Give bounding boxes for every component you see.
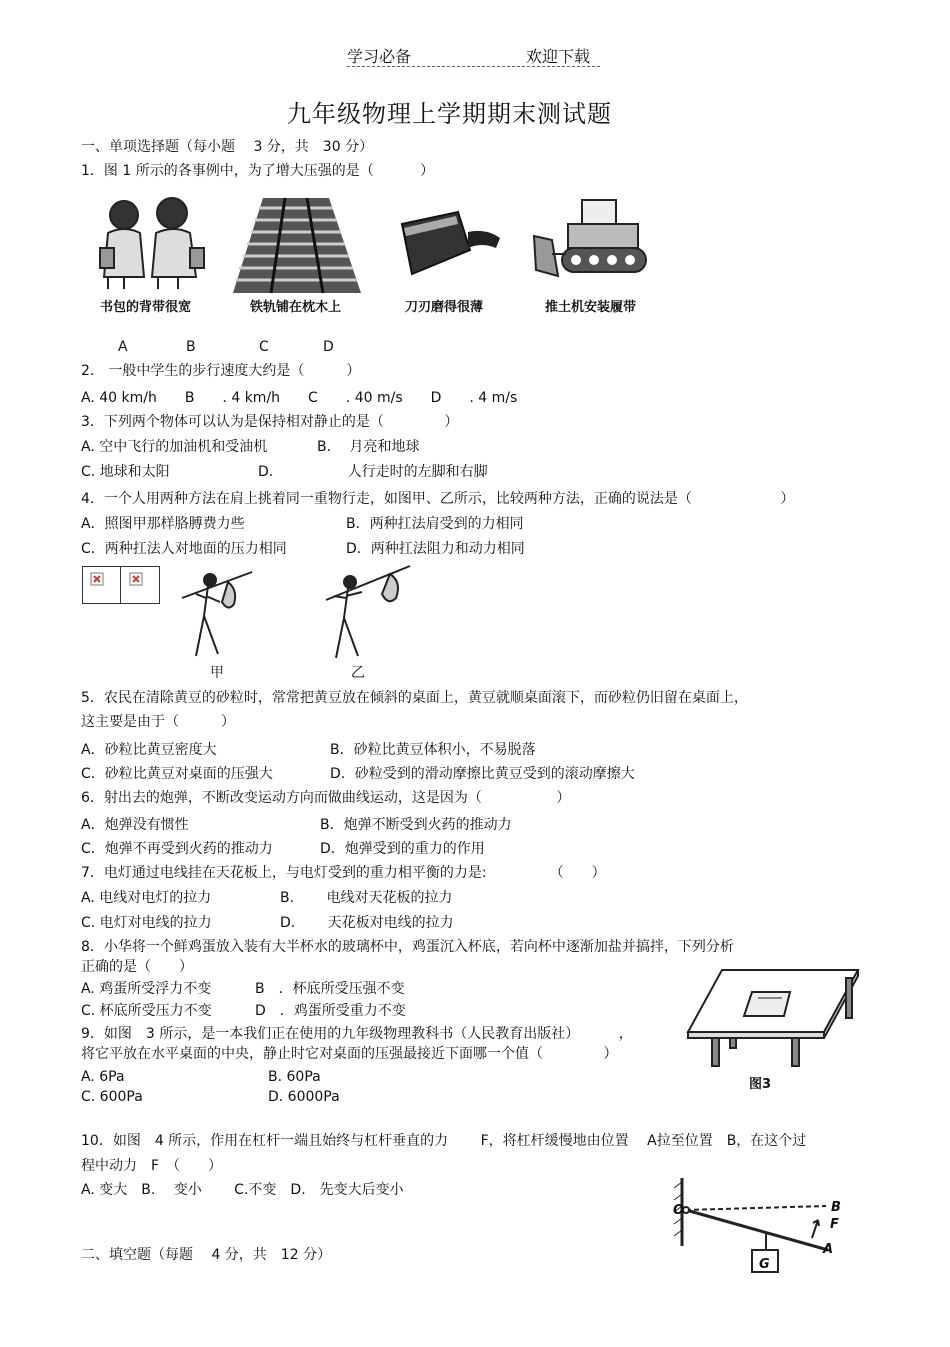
q5-stem-line1: 5．农民在清除黄豆的砂粒时，常常把黄豆放在倾斜的桌面上，黄豆就顺桌面滚下，而砂粒仍旧留在桌面上， (81, 690, 748, 706)
q2-stem: 2． 一般中学生的步行速度大约是（ ） (81, 363, 361, 379)
q6-option-b: B．炮弹不断受到火药的推动力 (320, 817, 512, 833)
q7-option-b: B. 电线对天花板的拉力 (280, 890, 453, 906)
q6-option-a: A．炮弹没有惯性 (81, 817, 189, 833)
q4-option-d: D．两种扛法阻力和动力相同 (346, 541, 525, 557)
q10-stem-line2: 程中动力 F （ ） (81, 1158, 223, 1174)
q1-letter-d: D (323, 339, 334, 355)
q9-option-b: B. 60Pa (268, 1069, 321, 1085)
q7-stem: 7．电灯通过电线挂在天花板上，与电灯受到的重力相平衡的力是: （ ） (81, 865, 606, 881)
q9-stem-line1: 9．如图 3 所示，是一本我们正在使用的九年级物理教科书（人民教育出版社） ， (81, 1026, 633, 1042)
q4-label-yi: 乙 (351, 665, 365, 681)
q4-stem: 4．一个人用两种方法在肩上挑着同一重物行走，如图甲、乙所示，比较两种方法，正确的说法是（ ） (81, 491, 795, 507)
q3-option-c: C. 地球和太阳 (81, 464, 170, 480)
header-right: 欢迎下载 (526, 47, 591, 66)
q10-figure-lever-icon (668, 1176, 846, 1276)
q10-stem-line1: 10．如图 4 所示，作用在杠杆一端且始终与杠杆垂直的力 F，将杠杆缓慢地由位置 A拉至位置 B，在这个过 (81, 1133, 807, 1149)
q9-figure-table-icon (686, 968, 860, 1068)
q1-figure-bulldozer-icon (532, 196, 650, 282)
q6-option-c: C．炮弹不再受到火药的推动力 (81, 841, 273, 857)
q10-label-b: B (831, 1200, 841, 1215)
q1-letter-c: C (259, 339, 269, 355)
q1-caption-a: 书包的背带很宽 (100, 300, 192, 315)
q3-option-b: B. 月亮和地球 (317, 439, 420, 455)
q1-letter-b: B (186, 339, 196, 355)
q7-option-a: A. 电线对电灯的拉力 (81, 890, 212, 906)
q9-option-c: C. 600Pa (81, 1089, 143, 1105)
section-1-heading: 一、单项选择题（每小题 3 分，共 30 分） (81, 139, 374, 155)
q8-option-c: C. 杯底所受压力不变 (81, 1003, 212, 1019)
q5-option-b: B．砂粒比黄豆体积小，不易脱落 (330, 742, 536, 758)
q10-options: A. 变大 B. 变小 C.不变 D. 先变大后变小 (81, 1182, 404, 1198)
q9-stem-line2: 将它平放在水平桌面的中央，静止时它对桌面的压强最接近下面哪一个值（ ） (81, 1046, 618, 1062)
q10-label-g: G (759, 1257, 770, 1272)
q4-figure-jia-icon (180, 568, 260, 662)
q8-option-b: B ．杯底所受压强不变 (255, 981, 405, 997)
q8-stem-line1: 8．小华将一个鲜鸡蛋放入装有大半杯水的玻璃杯中，鸡蛋沉入杯底，若向杯中逐渐加盐并搞拌，下列分析 (81, 939, 734, 955)
q4-label-jia: 甲 (210, 665, 224, 681)
q6-stem: 6．射出去的炮弹，不断改变运动方向而做曲线运动，这是因为（ ） (81, 790, 571, 806)
q6-option-d: D．炮弹受到的重力的作用 (320, 841, 485, 857)
q5-option-d: D．砂粒受到的滑动摩擦比黄豆受到的滚动摩擦大 (330, 766, 635, 782)
section-2-heading: 二、填空题（每题 4 分，共 12 分） (81, 1247, 332, 1263)
q4-broken-image-icon (82, 566, 160, 604)
q4-option-b: B．两种扛法肩受到的力相同 (346, 516, 524, 532)
q1-letter-a: A (118, 339, 128, 355)
q1-caption-c: 刀刃磨得很薄 (405, 300, 484, 315)
q8-option-d: D ．鸡蛋所受重力不变 (255, 1003, 406, 1019)
q9-option-d: D. 6000Pa (268, 1089, 340, 1105)
q5-option-c: C．砂粒比黄豆对桌面的压强大 (81, 766, 273, 782)
q1-stem: 1．图 1 所示的各事例中，为了增大压强的是（ ） (81, 163, 435, 179)
q8-stem-line2: 正确的是（ ） (81, 959, 193, 975)
q1-caption-d: 推土机安装履带 (545, 300, 637, 315)
q1-figure-cleaver-icon (398, 210, 504, 280)
q1-figure-railway-icon (233, 198, 361, 293)
q2-options: A. 40 km/h B . 4 km/h C . 40 m/s D . 4 m/s (81, 390, 518, 406)
q1-caption-b: 铁轨铺在枕木上 (250, 300, 342, 315)
q10-label-f: F (830, 1217, 839, 1232)
q3-option-a: A. 空中飞行的加油机和受油机 (81, 439, 268, 455)
q1-figure-students-icon (94, 193, 214, 293)
q4-figure-yi-icon (324, 560, 414, 660)
q5-option-a: A．砂粒比黄豆密度大 (81, 742, 217, 758)
q4-option-c: C．两种扛法人对地面的压力相同 (81, 541, 287, 557)
q7-option-c: C. 电灯对电线的拉力 (81, 915, 212, 931)
q10-label-a: A (823, 1242, 834, 1257)
q3-stem: 3．下列两个物体可以认为是保持相对静止的是（ ） (81, 414, 459, 430)
q10-label-o: O (673, 1203, 685, 1218)
q5-stem-line2: 这主要是由于（ ） (81, 714, 235, 730)
q7-option-d: D. 天花板对电线的拉力 (280, 915, 454, 931)
header-left: 学习必备 (347, 47, 412, 66)
q9-option-a: A. 6Pa (81, 1069, 125, 1085)
q4-option-a: A．照图甲那样胳膊费力些 (81, 516, 245, 532)
header-divider (347, 66, 600, 67)
page-title: 九年级物理上学期期末测试题 (287, 100, 612, 128)
q8-option-a: A. 鸡蛋所受浮力不变 (81, 981, 212, 997)
q3-option-d: D. 人行走时的左脚和右脚 (258, 464, 488, 480)
q9-figure-label: 图3 (749, 1077, 772, 1092)
